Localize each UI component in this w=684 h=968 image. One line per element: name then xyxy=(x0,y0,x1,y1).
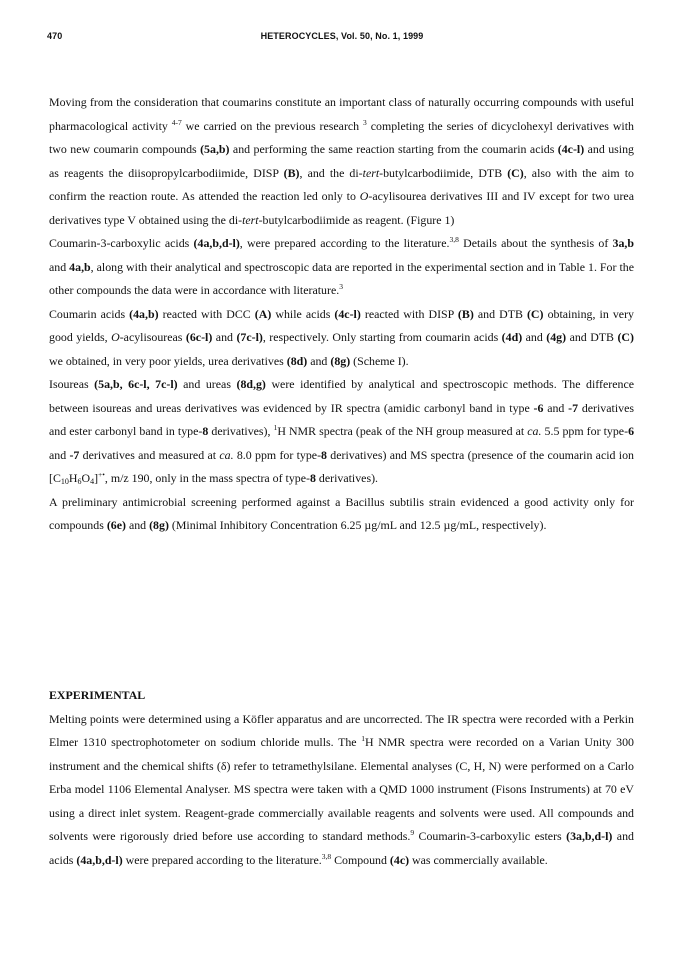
superscript: 3,8 xyxy=(449,235,459,244)
compound-label: (A) xyxy=(254,306,272,321)
compound-label: (4c-l) xyxy=(334,306,361,321)
text-run: reacted with DCC xyxy=(158,306,255,321)
text-run: derivatives) and MS spectra (presence of the coumarin acid ion [C xyxy=(49,447,634,485)
compound-label: (C) xyxy=(507,165,524,180)
text-run: (Minimal Inhibitory Concentration 6.25 µg/mL and 12.5 µg/mL, respectively). xyxy=(168,518,547,532)
italic-text: ca. xyxy=(527,424,542,438)
text-run: H NMR spectra were recorded on a Varian Unity 300 instrument and the chemical shifts (δ) refer to tetramethylsilane. Elemental analyses (C, H, N) were performed on a Carlo Erba model 1106 Elemental Analyser. MS spectra were taken with a QMD 1000 instrument (Fisons Instruments) at 70 eV using a direct inlet system. Reagent-grade commercially available reagents and solvents were used. All compounds and solvents were rigorously dried before use according to standard methods. xyxy=(49,735,634,843)
paragraph xyxy=(49,91,634,232)
paragraph xyxy=(49,303,634,374)
compound-label: (7c-l) xyxy=(236,330,263,344)
text-run: and DTB xyxy=(566,330,618,344)
text-run: were prepared according to the literature. xyxy=(122,852,322,867)
text-run: ] xyxy=(94,471,99,485)
superscript: 3 xyxy=(363,117,367,127)
text-run: H NMR spectra (peak of the NH group measured at xyxy=(277,424,528,438)
compound-label: (B) xyxy=(457,306,474,321)
text-run: -butylcarbodiimide, DTB xyxy=(379,165,508,180)
paragraph xyxy=(49,708,634,873)
text-run: Moving from the consideration that coumarins constitute an important class of naturally occurring compounds with useful pharmacological activity xyxy=(49,95,634,133)
compound-label: (4a,b,d-l) xyxy=(193,236,240,250)
text-run: we obtained, in very poor yields, urea derivatives xyxy=(49,353,287,368)
text-run: and using as reagents the diisopropylcarbodiimide, DISP xyxy=(49,142,634,180)
text-run: -butylcarbodiimide as reagent. (Figure 1) xyxy=(258,212,455,227)
compound-label: (3a,b,d-l) xyxy=(566,829,613,843)
text-run: and xyxy=(307,353,331,368)
text-run: H xyxy=(68,471,78,485)
text-run: and xyxy=(49,259,70,274)
italic-text: tert xyxy=(242,212,259,227)
compound-label: (4a,b,d-l) xyxy=(76,852,123,867)
text-run: , along with their analytical and spectroscopic data are reported in the experimental section and in Table 1. For the other compounds the data were in accordance with literature. xyxy=(49,259,634,297)
text-run: , also with the aim to confirm the reaction route. As attended the reaction led only to xyxy=(49,165,635,203)
text-run: and xyxy=(49,447,70,462)
compound-label: (6e) xyxy=(106,518,126,532)
compound-label: 3a,b xyxy=(612,236,635,250)
subscript: 4 xyxy=(90,477,95,486)
compound-label: (5a,b) xyxy=(200,142,230,156)
compound-label: (4c) xyxy=(389,852,410,867)
text-run: and DTB xyxy=(473,306,527,321)
compound-label: -7 xyxy=(568,400,579,415)
superscript: 1 xyxy=(361,734,365,743)
compound-label: (B) xyxy=(283,165,300,180)
paragraph xyxy=(49,232,634,303)
experimental-section xyxy=(49,684,634,872)
compound-label: 8 xyxy=(321,447,327,462)
compound-label: (8d,g) xyxy=(236,377,266,391)
italic-text: O xyxy=(111,330,120,344)
journal-citation: HETEROCYCLES, Vol. 50, No. 1, 1999 xyxy=(260,31,424,41)
text-run: -acylisoureas xyxy=(119,330,186,344)
subscript: 6 xyxy=(77,477,82,486)
text-run: derivatives), xyxy=(208,424,274,438)
compound-label: (8g) xyxy=(330,353,351,368)
text-run: and xyxy=(125,518,150,532)
superscript: +• xyxy=(98,470,105,479)
text-run: (Scheme I). xyxy=(350,353,409,368)
superscript: 9 xyxy=(410,828,415,837)
page-number: 470 xyxy=(47,31,63,41)
compound-label: (8d) xyxy=(286,353,308,368)
text-run: derivatives and measured at xyxy=(79,447,220,462)
text-run: 5.5 ppm for type- xyxy=(541,424,629,438)
compound-label: (4d) xyxy=(501,330,523,344)
text-run: obtaining, in very good yields, xyxy=(49,306,634,344)
text-run: completing the series of dicyclohexyl derivatives with two new coumarin compounds xyxy=(49,118,634,156)
text-run: Isoureas xyxy=(49,377,95,391)
text-run: was commercially available. xyxy=(409,852,548,867)
compound-label: (C) xyxy=(526,306,544,321)
text-run: we carried on the previous research xyxy=(181,118,364,133)
text-run: Coumarin acids xyxy=(49,306,130,321)
text-run: 8.0 ppm for type- xyxy=(233,447,322,462)
text-run: , and the di- xyxy=(299,165,363,180)
section-heading: EXPERIMENTAL xyxy=(49,688,146,702)
superscript: 3,8 xyxy=(321,851,332,861)
text-run: , were prepared according to the literature. xyxy=(239,236,450,250)
text-run: -acylisourea derivatives III and IV except for two urea derivatives type V obtained using the di- xyxy=(49,189,634,227)
text-run: , respectively. Only starting from coumarin acids xyxy=(262,330,502,344)
text-run: O xyxy=(81,471,91,485)
italic-text: O xyxy=(359,189,369,203)
text-run: Compound xyxy=(331,852,390,867)
text-run: and ureas xyxy=(177,377,237,391)
text-run: and performing the same reaction starting from the coumarin acids xyxy=(229,142,558,156)
compound-label: -6 xyxy=(533,400,544,415)
text-run: , m/z 190, only in the mass spectra of type- xyxy=(104,471,310,485)
superscript: 3 xyxy=(339,282,343,291)
compound-label: (C) xyxy=(617,330,634,344)
text-run: derivatives). xyxy=(315,471,379,485)
compound-label: -7 xyxy=(69,447,80,462)
text-run: and acids xyxy=(49,829,634,867)
compound-label: (4c-l) xyxy=(557,142,585,156)
superscript: 4-7 xyxy=(171,117,182,127)
text-run: and xyxy=(543,400,569,415)
text-run: Coumarin-3-carboxylic acids xyxy=(49,236,194,250)
text-run: were identified by analytical and spectroscopic methods. The difference between isoureas and ureas derivatives was evidenced by IR spectra (amidic carbonyl band in type xyxy=(49,377,634,415)
compound-label: (4g) xyxy=(546,330,567,344)
text-run: while acids xyxy=(271,306,335,321)
text-run: and xyxy=(522,330,547,344)
text-run: derivatives and ester carbonyl band in type- xyxy=(49,400,634,438)
italic-text: ca. xyxy=(219,447,234,462)
superscript: 1 xyxy=(273,423,278,432)
paragraph xyxy=(49,491,634,538)
compound-label: (4a,b) xyxy=(129,306,159,321)
compound-label: 6 xyxy=(628,424,635,438)
compound-label: (5a,b, 6c-l, 7c-l) xyxy=(94,377,178,391)
compound-label: (6c-l) xyxy=(185,330,213,344)
text-run: Details about the synthesis of xyxy=(458,236,613,250)
text-run: and xyxy=(212,330,237,344)
running-header xyxy=(47,31,637,47)
compound-label: 8 xyxy=(309,471,316,485)
italic-text: tert xyxy=(362,165,380,180)
text-run: reacted with DISP xyxy=(360,306,458,321)
subscript: 10 xyxy=(60,477,69,486)
text-run: Melting points were determined using a Köfler apparatus and are uncorrected. The IR spectra were recorded with a Perkin Elmer 1310 spectrophotometer on sodium chloride mulls. The xyxy=(49,711,634,749)
text-run: Coumarin-3-carboxylic esters xyxy=(414,829,567,843)
paragraph xyxy=(49,373,634,491)
compound-label: 8 xyxy=(202,424,209,438)
text-run: A preliminary antimicrobial screening performed against a Bacillus subtilis strain evidenced a good activity only for compounds xyxy=(49,494,634,532)
compound-label: 4a,b xyxy=(69,259,91,274)
introduction-section xyxy=(49,91,634,538)
compound-label: (8g) xyxy=(149,518,169,532)
